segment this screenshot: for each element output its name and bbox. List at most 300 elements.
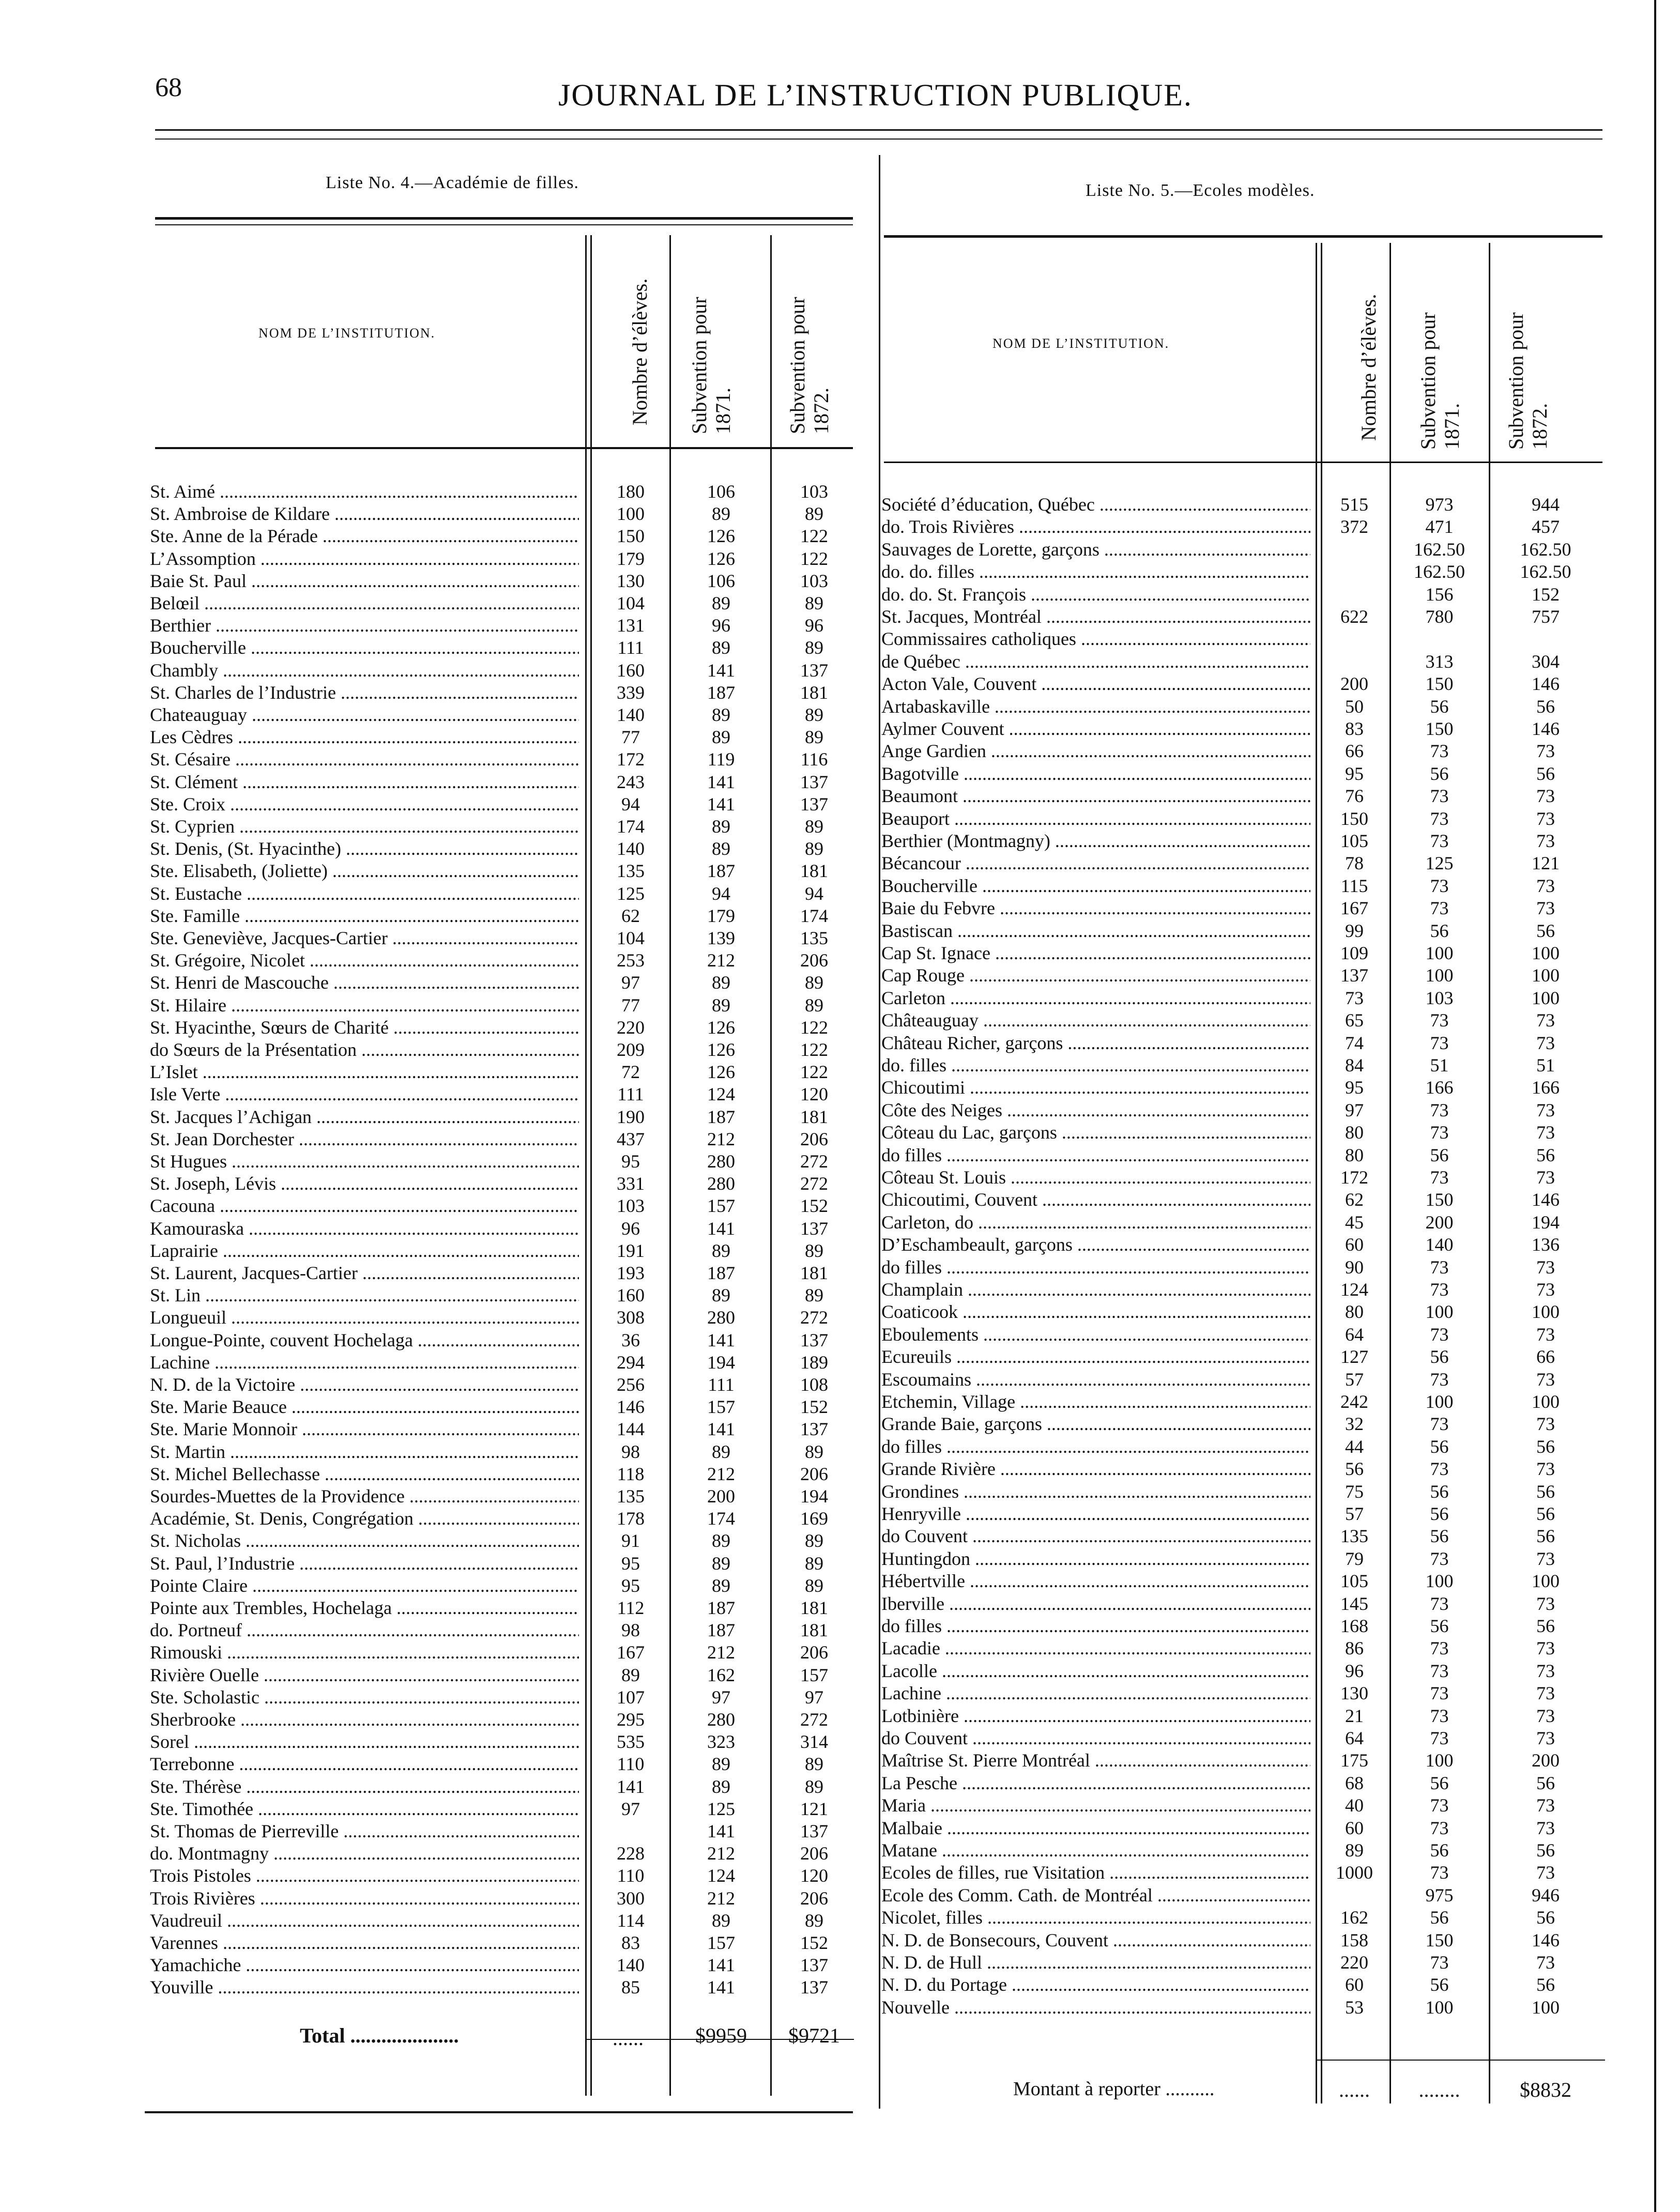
subvention-1872-value: 89 bbox=[805, 1441, 823, 1462]
institution-name: Commissaires catholiques ..... bbox=[881, 628, 1310, 650]
table-row bbox=[150, 972, 874, 994]
subvention-1871-value: 89 bbox=[712, 1575, 730, 1596]
subvention-1872-value: 122 bbox=[800, 548, 828, 569]
institution-name: Varennes ..... bbox=[150, 1932, 579, 1954]
institution-name: Ste. Croix ..... bbox=[150, 793, 579, 815]
students-value: 103 bbox=[617, 1195, 645, 1217]
students-value: 130 bbox=[1340, 1683, 1368, 1704]
table-row bbox=[150, 1329, 874, 1352]
institution-name: Chambly ..... bbox=[150, 659, 579, 681]
institution-name: Vaudreuil ..... bbox=[150, 1910, 579, 1931]
top-rule-2 bbox=[155, 139, 1602, 140]
institution-name: Pointe aux Trembles, Hochelaga ..... bbox=[150, 1597, 579, 1619]
institution-name: St. Eustache ..... bbox=[150, 883, 579, 904]
subvention-1872-value: 89 bbox=[805, 593, 823, 613]
students-value: 127 bbox=[1340, 1346, 1368, 1368]
subvention-1872-value: 152 bbox=[800, 1396, 828, 1418]
table-row bbox=[881, 673, 1605, 696]
subvention-1872-value: 120 bbox=[800, 1084, 828, 1105]
subvention-1872-value: 100 bbox=[1532, 987, 1560, 1008]
students-value: 150 bbox=[1340, 808, 1368, 829]
students-value: 209 bbox=[617, 1039, 645, 1060]
table-row bbox=[881, 561, 1605, 583]
subvention-1872-value: 73 bbox=[1536, 1660, 1555, 1681]
subvention-1871-value: 89 bbox=[712, 1240, 730, 1261]
students-value: 172 bbox=[1340, 1167, 1368, 1188]
institution-name: Bécancour ..... bbox=[881, 852, 1310, 874]
table-row bbox=[881, 1548, 1605, 1571]
table-row bbox=[881, 1054, 1605, 1077]
subvention-1872-value: 100 bbox=[1532, 1391, 1560, 1412]
students-value: 64 bbox=[1345, 1728, 1364, 1748]
subvention-1872-value: 137 bbox=[800, 771, 828, 792]
students-value: 145 bbox=[1340, 1593, 1368, 1614]
subvention-1871-value: 162.50 bbox=[1414, 561, 1465, 582]
subvention-1872-value: 73 bbox=[1536, 1795, 1555, 1816]
subvention-1872-value: 89 bbox=[805, 637, 823, 658]
subvention-1872-value: 121 bbox=[1532, 853, 1560, 874]
students-value: 62 bbox=[1345, 1189, 1364, 1210]
table-row bbox=[881, 1660, 1605, 1683]
students-value: 104 bbox=[617, 928, 645, 948]
students-value: 256 bbox=[617, 1374, 645, 1395]
students-value: 89 bbox=[1345, 1840, 1364, 1861]
table-row bbox=[150, 481, 874, 503]
students-value: 75 bbox=[1345, 1481, 1364, 1502]
students-value: 180 bbox=[617, 481, 645, 502]
subvention-1871-value: 97 bbox=[712, 1686, 730, 1708]
institution-name: Chicoutimi, Couvent ..... bbox=[881, 1189, 1310, 1210]
students-value: 141 bbox=[617, 1776, 645, 1797]
subvention-1871-value: 56 bbox=[1430, 1481, 1449, 1502]
institution-name: Berthier ..... bbox=[150, 615, 579, 636]
table-row bbox=[881, 1458, 1605, 1481]
table-row bbox=[881, 1862, 1605, 1884]
table-row bbox=[881, 516, 1605, 539]
institution-name: Huntingdon ..... bbox=[881, 1548, 1310, 1570]
table-row bbox=[150, 1776, 874, 1799]
institution-name: Pointe Claire ..... bbox=[150, 1575, 579, 1596]
table-row bbox=[150, 1218, 874, 1240]
institution-name: St. Martin ..... bbox=[150, 1441, 579, 1463]
students-value: 190 bbox=[617, 1106, 645, 1127]
students-value: 96 bbox=[1345, 1660, 1364, 1681]
institution-name: St. Jean Dorchester ..... bbox=[150, 1128, 579, 1150]
table-row bbox=[150, 1173, 874, 1195]
subvention-1871-value: 141 bbox=[707, 1218, 735, 1239]
students-value: 98 bbox=[621, 1620, 640, 1641]
institution-name: Chicoutimi ..... bbox=[881, 1077, 1310, 1098]
institution-name: Kamouraska ..... bbox=[150, 1218, 579, 1239]
students-value: 80 bbox=[1345, 1144, 1364, 1165]
students-value: 68 bbox=[1345, 1772, 1364, 1793]
left-rows bbox=[150, 481, 874, 2031]
subvention-1872-value: 181 bbox=[800, 1263, 828, 1283]
students-value: 111 bbox=[617, 637, 644, 658]
institution-name: Châteauguay ..... bbox=[881, 1009, 1310, 1031]
institution-name: Cacouna ..... bbox=[150, 1195, 579, 1217]
subvention-1872-value: 944 bbox=[1532, 494, 1560, 515]
subvention-1872-value: 73 bbox=[1536, 1122, 1555, 1143]
students-value: 295 bbox=[617, 1709, 645, 1730]
subvention-1872-value: 56 bbox=[1536, 1907, 1555, 1928]
right-total-1872: $8832 bbox=[1520, 2078, 1571, 2101]
subvention-1872-value: 146 bbox=[1532, 718, 1560, 739]
institution-name: St. Nicholas ..... bbox=[150, 1530, 579, 1552]
students-value: 83 bbox=[1345, 718, 1364, 739]
subvention-1871-value: 157 bbox=[707, 1396, 735, 1418]
subvention-1872-value: 200 bbox=[1532, 1750, 1560, 1771]
subvention-1871-value: 89 bbox=[712, 972, 730, 993]
students-value: 76 bbox=[1345, 786, 1364, 807]
institution-name: Rimouski ..... bbox=[150, 1641, 579, 1663]
subvention-1872-value: 89 bbox=[805, 1240, 823, 1261]
subvention-1872-value: 100 bbox=[1532, 965, 1560, 986]
subvention-1872-value: 73 bbox=[1536, 1032, 1555, 1053]
subvention-1871-value: 89 bbox=[712, 637, 730, 658]
institution-name: Youville ..... bbox=[150, 1976, 579, 1998]
table-row bbox=[150, 1530, 874, 1553]
institution-name: Artabaskaville ..... bbox=[881, 696, 1310, 717]
students-value: 162 bbox=[1340, 1907, 1368, 1928]
table-row bbox=[881, 1929, 1605, 1952]
subvention-1872-value: 89 bbox=[805, 838, 823, 859]
students-value: 167 bbox=[617, 1642, 645, 1663]
left-bottom-rule bbox=[145, 2111, 853, 2113]
table-row bbox=[150, 1374, 874, 1396]
subvention-1872-value: 56 bbox=[1536, 1481, 1555, 1502]
subvention-1871-value: 126 bbox=[707, 1017, 735, 1038]
institution-name: do Sœurs de la Présentation ..... bbox=[150, 1039, 579, 1061]
table-row bbox=[150, 1910, 874, 1932]
institution-name: do. Trois Rivières ..... bbox=[881, 516, 1310, 537]
students-value: 175 bbox=[1340, 1750, 1368, 1771]
center-divider bbox=[879, 155, 880, 2109]
table-row bbox=[150, 1240, 874, 1263]
subvention-1871-value: 119 bbox=[707, 749, 735, 770]
table-row bbox=[150, 682, 874, 704]
institution-name: Baie du Febvre ..... bbox=[881, 897, 1310, 919]
table-row bbox=[881, 1481, 1605, 1503]
right-name-header: NOM DE L’INSTITUTION. bbox=[992, 336, 1170, 351]
institution-name: Société d’éducation, Québec ..... bbox=[881, 494, 1310, 515]
page-number: 68 bbox=[155, 73, 182, 102]
subvention-1872-value: 206 bbox=[800, 1887, 828, 1909]
subvention-1871-value: 156 bbox=[1425, 583, 1454, 605]
students-value: 65 bbox=[1345, 1010, 1364, 1031]
institution-name: de Québec ..... bbox=[881, 651, 1310, 672]
subvention-1872-value: 56 bbox=[1536, 1616, 1555, 1636]
subvention-1871-value: 187 bbox=[707, 1597, 735, 1618]
subvention-1872-value: 73 bbox=[1536, 1256, 1555, 1278]
students-value: 220 bbox=[617, 1017, 645, 1038]
institution-name: Bastiscan ..... bbox=[881, 920, 1310, 942]
subvention-1872-value: 152 bbox=[800, 1195, 828, 1217]
subvention-1871-value: 100 bbox=[1425, 1301, 1454, 1323]
subvention-1871-value: 73 bbox=[1430, 1279, 1449, 1300]
institution-name: Terrebonne ..... bbox=[150, 1753, 579, 1775]
subvention-1872-value: 136 bbox=[1532, 1234, 1560, 1255]
subvention-1872-value: 66 bbox=[1536, 1346, 1555, 1368]
table-row bbox=[881, 1413, 1605, 1436]
subvention-1871-value: 73 bbox=[1430, 1010, 1449, 1031]
subvention-1872-value: 121 bbox=[800, 1798, 828, 1819]
institution-name: St. Joseph, Lévis ..... bbox=[150, 1173, 579, 1194]
institution-name: Ecole des Comm. Cath. de Montréal ..... bbox=[881, 1884, 1310, 1906]
subvention-1871-value: 89 bbox=[712, 704, 730, 725]
subvention-1872-value: 272 bbox=[800, 1173, 828, 1194]
subvention-1871-value: 200 bbox=[1425, 1211, 1454, 1233]
table-row bbox=[881, 1009, 1605, 1032]
students-value: 83 bbox=[621, 1932, 640, 1953]
institution-name: do filles ..... bbox=[881, 1256, 1310, 1278]
subvention-1872-value: 73 bbox=[1536, 1324, 1555, 1345]
table-row bbox=[881, 1593, 1605, 1616]
table-row bbox=[150, 1575, 874, 1597]
subvention-1871-value: 187 bbox=[707, 861, 735, 882]
table-row bbox=[150, 1351, 874, 1374]
table-row bbox=[881, 1570, 1605, 1593]
table-row bbox=[150, 1619, 874, 1642]
students-value: 32 bbox=[1345, 1414, 1364, 1435]
students-value: 167 bbox=[1340, 898, 1368, 919]
institution-name: Carleton, do ..... bbox=[881, 1211, 1310, 1233]
subvention-1872-value: 162.50 bbox=[1520, 561, 1571, 582]
institution-name: Lotbinière ..... bbox=[881, 1705, 1310, 1727]
subvention-1871-value: 100 bbox=[1425, 1391, 1454, 1412]
subvention-1872-value: 56 bbox=[1536, 1974, 1555, 1995]
students-value: 36 bbox=[621, 1329, 640, 1350]
institution-name: Berthier (Montmagny) ..... bbox=[881, 830, 1310, 852]
institution-name: Henryville ..... bbox=[881, 1503, 1310, 1525]
subvention-1871-value: 187 bbox=[707, 682, 735, 703]
subvention-1872-value: 89 bbox=[805, 1285, 823, 1306]
subvention-1872-value: 946 bbox=[1532, 1884, 1560, 1906]
students-value: 178 bbox=[617, 1508, 645, 1529]
institution-name: Ecoles de filles, rue Visitation ..... bbox=[881, 1862, 1310, 1883]
subvention-1871-value: 89 bbox=[712, 1553, 730, 1574]
students-value: 50 bbox=[1345, 696, 1364, 717]
subvention-1871-value: 140 bbox=[1425, 1234, 1454, 1255]
table-row bbox=[150, 1842, 874, 1865]
table-row bbox=[881, 808, 1605, 831]
table-row bbox=[881, 964, 1605, 987]
subvention-1872-value: 89 bbox=[805, 704, 823, 725]
students-value: 158 bbox=[1340, 1929, 1368, 1950]
institution-name: L’Islet ..... bbox=[150, 1061, 579, 1083]
subvention-1871-value: 313 bbox=[1425, 651, 1454, 672]
left-total-1871: $9959 bbox=[695, 2024, 747, 2047]
institution-name: Ste. Scholastic ..... bbox=[150, 1686, 579, 1708]
table-row bbox=[881, 785, 1605, 808]
table-row bbox=[881, 830, 1605, 853]
institution-name: Côteau du Lac, garçons ..... bbox=[881, 1122, 1310, 1143]
subvention-1871-value: 141 bbox=[707, 793, 735, 815]
table-row bbox=[150, 503, 874, 526]
institution-name: Beaumont ..... bbox=[881, 785, 1310, 807]
subvention-1871-value: 56 bbox=[1430, 1144, 1449, 1165]
table-row bbox=[150, 1128, 874, 1151]
students-value: 179 bbox=[617, 548, 645, 569]
students-value: 107 bbox=[617, 1686, 645, 1708]
table-row bbox=[881, 1637, 1605, 1660]
table-row bbox=[881, 1234, 1605, 1256]
subvention-1871-value: 73 bbox=[1430, 1548, 1449, 1569]
right-table-title: Liste No. 5.—Ecoles modèles. bbox=[1086, 181, 1315, 200]
institution-name: Lachine ..... bbox=[881, 1682, 1310, 1704]
table-row bbox=[881, 1436, 1605, 1458]
left-table-title: Liste No. 4.—Académie de filles. bbox=[326, 173, 579, 192]
institution-name: Trois Rivières ..... bbox=[150, 1887, 579, 1909]
subvention-1871-value: 100 bbox=[1425, 965, 1454, 986]
table-row bbox=[150, 1597, 874, 1620]
table-row bbox=[881, 1884, 1605, 1907]
subvention-1871-value: 157 bbox=[707, 1195, 735, 1217]
table-row bbox=[881, 1682, 1605, 1705]
table-row bbox=[881, 1324, 1605, 1346]
institution-name: D’Eschambeault, garçons ..... bbox=[881, 1234, 1310, 1255]
left-col-1871: Subvention pour 1871. bbox=[688, 297, 735, 434]
table-row bbox=[150, 1686, 874, 1709]
subvention-1872-value: 100 bbox=[1532, 1996, 1560, 2018]
institution-name: St. Césaire ..... bbox=[150, 748, 579, 770]
subvention-1871-value: 89 bbox=[712, 1776, 730, 1797]
institution-name: Sauvages de Lorette, garçons ..... bbox=[881, 539, 1310, 560]
table-row bbox=[150, 1865, 874, 1887]
subvention-1871-value: 280 bbox=[707, 1151, 735, 1172]
institution-name: Lacolle ..... bbox=[881, 1660, 1310, 1682]
students-value: 174 bbox=[617, 816, 645, 837]
subvention-1872-value: 89 bbox=[805, 816, 823, 837]
subvention-1872-value: 73 bbox=[1536, 808, 1555, 829]
table-row bbox=[150, 726, 874, 749]
subvention-1872-value: 73 bbox=[1536, 1862, 1555, 1883]
left-col-students: Nombre d’élèves. bbox=[628, 278, 651, 425]
institution-name: N. D. de la Victoire ..... bbox=[150, 1374, 579, 1395]
institution-name: Château Richer, garçons ..... bbox=[881, 1032, 1310, 1054]
students-value: 228 bbox=[617, 1843, 645, 1864]
subvention-1872-value: 272 bbox=[800, 1151, 828, 1172]
journal-title: JOURNAL DE L’INSTRUCTION PUBLIQUE. bbox=[558, 78, 1193, 112]
left-total-label: Total ..................... bbox=[300, 2024, 459, 2047]
institution-name: Carleton ..... bbox=[881, 987, 1310, 1009]
institution-name: N. D. du Portage ..... bbox=[881, 1974, 1310, 1995]
subvention-1872-value: 51 bbox=[1536, 1055, 1555, 1076]
subvention-1871-value: 89 bbox=[712, 994, 730, 1016]
students-value: 72 bbox=[621, 1062, 640, 1083]
table-row bbox=[881, 1525, 1605, 1548]
table-row bbox=[881, 1099, 1605, 1122]
subvention-1872-value: 137 bbox=[800, 659, 828, 681]
students-value: 96 bbox=[621, 1218, 640, 1239]
table-row bbox=[150, 816, 874, 838]
right-rows bbox=[881, 494, 1605, 2034]
students-value: 146 bbox=[617, 1396, 645, 1418]
table-row bbox=[150, 1262, 874, 1285]
subvention-1872-value: 137 bbox=[800, 1977, 828, 1998]
students-value: 115 bbox=[1340, 875, 1368, 896]
institution-name: St. Aimé ..... bbox=[150, 481, 579, 502]
subvention-1871-value: 162 bbox=[707, 1664, 735, 1685]
students-value: 21 bbox=[1345, 1705, 1364, 1726]
institution-name: Beauport ..... bbox=[881, 808, 1310, 830]
subvention-1871-value: 73 bbox=[1430, 1324, 1449, 1345]
subvention-1871-value: 973 bbox=[1425, 494, 1454, 515]
students-value: 57 bbox=[1345, 1503, 1364, 1524]
institution-name: Isle Verte ..... bbox=[150, 1083, 579, 1105]
students-value: 191 bbox=[617, 1240, 645, 1261]
institution-name: St. Michel Bellechasse ..... bbox=[150, 1463, 579, 1485]
students-value: 150 bbox=[617, 526, 645, 547]
subvention-1872-value: 100 bbox=[1532, 1571, 1560, 1592]
subvention-1871-value: 975 bbox=[1425, 1884, 1454, 1906]
institution-name: Sorel ..... bbox=[150, 1731, 579, 1753]
students-value: 64 bbox=[1345, 1324, 1364, 1345]
subvention-1872-value: 120 bbox=[800, 1865, 828, 1886]
subvention-1871-value: 73 bbox=[1430, 1099, 1449, 1120]
subvention-1871-value: 73 bbox=[1430, 1593, 1449, 1614]
students-value: 135 bbox=[1340, 1526, 1368, 1547]
subvention-1871-value: 89 bbox=[712, 1910, 730, 1931]
subvention-1872-value: 152 bbox=[1532, 583, 1560, 605]
subvention-1872-value: 166 bbox=[1532, 1077, 1560, 1098]
institution-name: do filles ..... bbox=[881, 1615, 1310, 1637]
subvention-1871-value: 56 bbox=[1430, 1907, 1449, 1928]
subvention-1871-value: 100 bbox=[1425, 1571, 1454, 1592]
subvention-1871-value: 212 bbox=[707, 1887, 735, 1909]
institution-name: Grande Baie, garçons ..... bbox=[881, 1413, 1310, 1435]
institution-name: N. D. de Hull ..... bbox=[881, 1952, 1310, 1973]
subvention-1872-value: 757 bbox=[1532, 606, 1560, 627]
students-value: 60 bbox=[1345, 1234, 1364, 1255]
students-value: 118 bbox=[617, 1463, 645, 1484]
table-row bbox=[150, 704, 874, 727]
students-value: 53 bbox=[1345, 1996, 1364, 2018]
subvention-1872-value: 181 bbox=[800, 1620, 828, 1641]
right-header-rule-top bbox=[884, 235, 1602, 238]
subvention-1872-value: 73 bbox=[1536, 1010, 1555, 1031]
institution-name: Eboulements ..... bbox=[881, 1324, 1310, 1345]
table-row bbox=[881, 1907, 1605, 1929]
table-row bbox=[150, 637, 874, 659]
table-row bbox=[150, 659, 874, 682]
subvention-1871-value: 780 bbox=[1425, 606, 1454, 627]
right-margin-rule bbox=[1654, 0, 1656, 2212]
students-value: 193 bbox=[617, 1263, 645, 1283]
subvention-1871-value: 126 bbox=[707, 548, 735, 569]
subvention-1872-value: 206 bbox=[800, 1128, 828, 1149]
students-value: 89 bbox=[621, 1664, 640, 1685]
subvention-1871-value: 56 bbox=[1430, 1974, 1449, 1995]
subvention-1871-value: 73 bbox=[1430, 1660, 1449, 1681]
subvention-1872-value: 73 bbox=[1536, 741, 1555, 762]
subvention-1872-value: 272 bbox=[800, 1709, 828, 1730]
subvention-1872-value: 56 bbox=[1536, 1503, 1555, 1524]
students-value: 95 bbox=[1345, 763, 1364, 784]
table-row bbox=[881, 1369, 1605, 1391]
institution-name: do. filles ..... bbox=[881, 1054, 1310, 1076]
subvention-1871-value: 212 bbox=[707, 950, 735, 971]
table-row bbox=[881, 897, 1605, 920]
subvention-1872-value: 135 bbox=[800, 928, 828, 948]
subvention-1871-value: 56 bbox=[1430, 1436, 1449, 1457]
table-row bbox=[150, 748, 874, 771]
institution-name: Iberville ..... bbox=[881, 1593, 1310, 1615]
institution-name: Etchemin, Village ..... bbox=[881, 1391, 1310, 1412]
institution-name: St. Ambroise de Kildare ..... bbox=[150, 503, 579, 525]
subvention-1872-value: 122 bbox=[800, 526, 828, 547]
subvention-1872-value: 146 bbox=[1532, 1189, 1560, 1210]
